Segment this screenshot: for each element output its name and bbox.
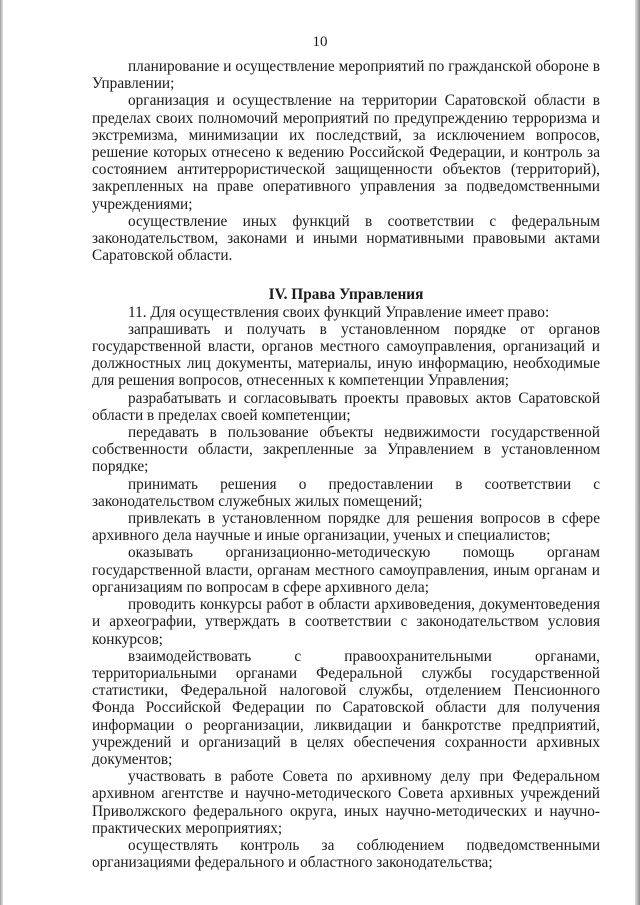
paragraph-right-contests: проводить конкурсы работ в области архивоведения, документоведения и археографии, утверждать в соответствии с законодательством условия конкурсов; [92, 596, 600, 648]
paragraph-right-transfer-property: передавать в пользование объекты недвижимости государственной собственности области, закрепленные за Управлением в установленном порядке; [92, 424, 600, 476]
paragraph-civil-defense: планирование и осуществление мероприятий по гражданской обороне в Управлении; [92, 58, 600, 93]
paragraph-other-functions: осуществление иных функций в соответствии с федеральным законодательством, законами и иными нормативными правовыми актами Саратовской области. [92, 212, 600, 265]
page-number: 10 [312, 34, 328, 50]
paragraph-antiterrorism: организация и осуществление на территории Саратовской области в пределах своих полномочий мероприятий по предупреждению терроризма и экстремизма, минимизации их последствий, за исключением вопросов, решение которых отнесено к ведению Российской Федерации, и контроль за состоянием антитеррористической защищенности объектов (территорий), закрепленных на праве оперативного управления за подведомственными учреждениями; [92, 92, 600, 213]
paragraph-right-request: запрашивать и получать в установленном порядке от органов государственной власти, органов местного самоуправления, организаций и должностных лиц документы, материалы, иную информацию, необходимые для решения вопросов, отнесенных к компетенции Управления; [92, 320, 600, 390]
paragraph-right-involve-specialists: привлекать в установленном порядке для решения вопросов в сфере архивного дела научные и иные организации, ученых и специалистов; [92, 510, 600, 545]
paragraph-rights-intro: 11. Для осуществления своих функций Управление имеет право: [128, 303, 550, 321]
paragraph-right-participate: участвовать в работе Совета по архивному делу при Федеральном архивном агентстве и научно-методического Совета архивных учреждений Приволжского федерального округа, иных научно-методических и научно-практических мероприятиях; [92, 768, 600, 837]
scan-edge-right [635, 0, 640, 905]
paragraph-right-housing: принимать решения о предоставлении в соответствии с законодательством служебных жилых помещений; [92, 475, 600, 510]
scan-edge-left [0, 0, 3, 905]
paragraph-right-control: осуществлять контроль за соблюдением подведомственными организациями федерального и областного законодательства; [92, 836, 600, 872]
document-body [92, 58, 600, 871]
paragraph-right-interact: взаимодействовать с правоохранительными органами, территориальными органами Федеральной службы государственной статистики, Федеральной налоговой службы, отделением Пенсионного Фонда Российской Федерации по Саратовской области для получения информации о реорганизации, ликвидации и банкротстве предприятий, учреждений и организаций в целях обеспечения сохранности архивных документов; [92, 647, 600, 768]
paragraph-right-methodical-help: оказывать организационно-методическую помощь органам государственной власти, органам местного самоуправления, иным органам и организациям по вопросам в сфере архивного дела; [92, 544, 600, 596]
section-heading: IV. Права Управления [268, 286, 424, 304]
paragraph-right-draft-acts: разрабатывать и согласовывать проекты правовых актов Саратовской области в пределах своей компетенции; [92, 389, 600, 424]
